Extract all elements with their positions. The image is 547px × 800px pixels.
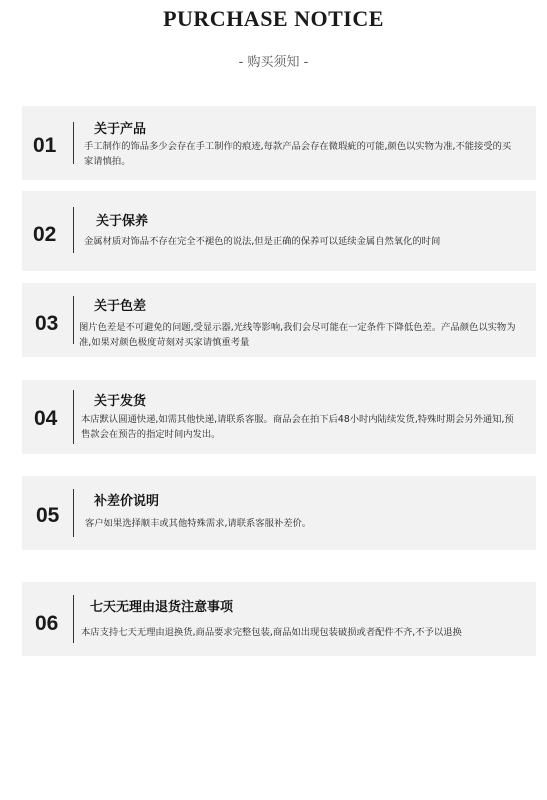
notice-card-product <box>22 106 536 180</box>
notice-number: 05 <box>36 504 60 527</box>
notice-card-color <box>22 283 536 357</box>
notice-number: 06 <box>35 612 59 635</box>
notice-heading: 七天无理由退货注意事项 <box>90 600 234 615</box>
notice-text: 客户如果选择顺丰或其他特殊需求,请联系客服补差价。 <box>85 518 312 529</box>
divider <box>73 122 74 164</box>
notice-card-shipping <box>22 380 536 454</box>
divider <box>73 207 74 253</box>
notice-text: 本店默认圆通快递,如需其他快递,请联系客服。商品会在拍下后48小时内陆续发货,特殊时期会另外通知,预售款会在预告的指定时间内发出。 <box>81 414 514 440</box>
divider <box>73 296 74 344</box>
notice-card-care <box>22 191 536 271</box>
notice-text: 手工制作的饰品多少会存在手工制作的痕迹,每款产品会存在微瑕疵的可能,颜色以实物为准,不能接受的买家请慎拍。 <box>84 141 512 167</box>
notice-heading: 补差价说明 <box>94 494 160 509</box>
notice-number: 03 <box>35 312 59 335</box>
notice-number: 02 <box>33 223 57 246</box>
notice-number: 04 <box>34 407 58 430</box>
notice-heading: 关于保养 <box>96 214 149 229</box>
divider <box>73 595 74 643</box>
divider <box>73 390 74 444</box>
notice-text: 金属材质对饰品不存在完全不褪色的说法,但是正确的保养可以延续金属自然氧化的时间 <box>84 236 441 247</box>
notice-text: 图片色差是不可避免的问题,受显示器,光线等影响,我们会尽可能在一定条件下降低色差。产品颜色以实物为准,如果对颜色极度苛刻对买家请慎重考量 <box>79 322 516 348</box>
page-title: PURCHASE NOTICE <box>163 6 384 31</box>
notice-number: 01 <box>33 134 57 157</box>
notice-heading: 关于色差 <box>94 299 147 314</box>
notice-text: 本店支持七天无理由退换货,商品要求完整包装,商品如出现包装破损或者配件不齐,不予以退换 <box>81 627 462 638</box>
page-subtitle: - 购买须知 - <box>238 55 309 70</box>
notice-card-price-difference <box>22 476 536 550</box>
notice-heading: 关于发货 <box>94 394 147 409</box>
notice-heading: 关于产品 <box>94 122 147 137</box>
divider <box>73 489 74 537</box>
notice-card-returns <box>22 582 536 656</box>
